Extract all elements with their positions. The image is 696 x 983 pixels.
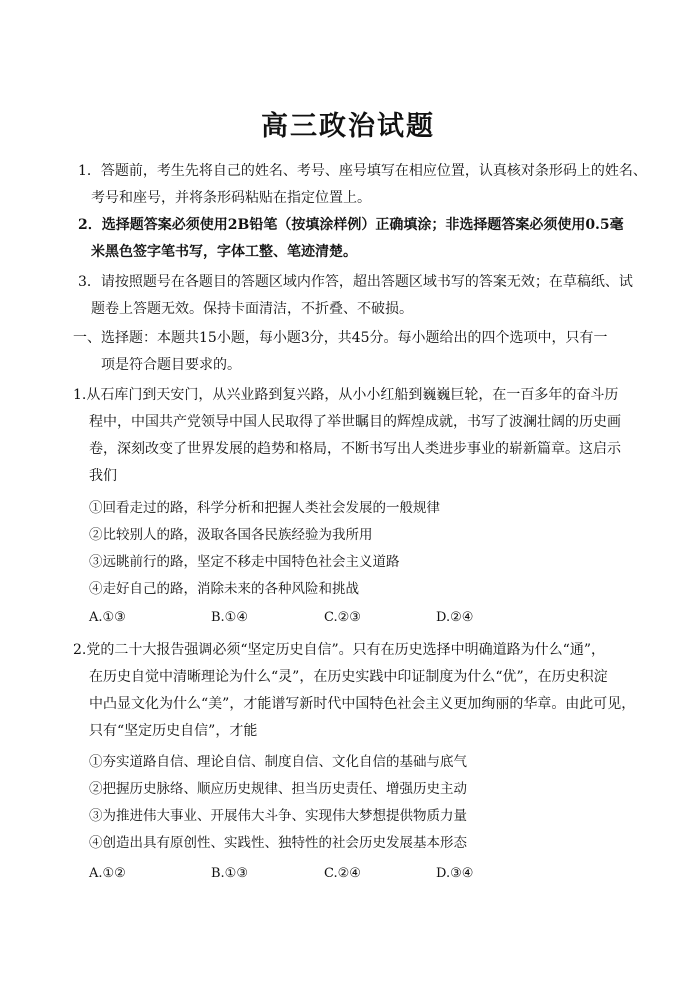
- question-1-stem-line-4: 我们: [89, 468, 117, 484]
- page-title: 高三政治试题: [261, 111, 435, 142]
- instruction-3-line-2: 题卷上答题无效。保持卡面清洁，不折叠、不破损。: [91, 301, 413, 317]
- section-header-line-2: 项是符合题目要求的。: [101, 357, 241, 373]
- instruction-2-line-2: 米黑色签字笔书写，字体工整、笔迹清楚。: [91, 244, 357, 260]
- question-1-statement-4: ④走好自己的路，消除未来的各种风险和挑战: [89, 581, 359, 597]
- instruction-1-line-2: 考号和座号，并将条形码粘贴在指定位置上。: [91, 190, 371, 206]
- question-1-stem-line-3: 卷，深刻改变了世界发展的趋势和格局，不断书写出人类进步事业的崭新篇章。这启示: [89, 441, 621, 457]
- question-1-stem-line-1: 1.从石库门到天安门，从兴业路到复兴路，从小小红船到巍巍巨轮，在一百多年的奋斗历: [73, 387, 619, 403]
- question-2-stem-line-4: 只有“坚定历史自信”，才能: [89, 723, 258, 739]
- question-2-statement-2: ②把握历史脉络、顺应历史规律、担当历史责任、增强历史主动: [89, 781, 467, 797]
- section-header-line-1: 一、选择题：本题共15小题，每小题3分，共45分。每小题给出的四个选项中，只有一: [73, 330, 608, 346]
- question-1-statement-3: ③远眺前行的路，坚定不移走中国特色社会主义道路: [89, 554, 400, 570]
- question-2-statement-1: ①夯实道路自信、理论自信、制度自信、文化自信的基础与底气: [89, 754, 467, 770]
- instruction-1-line-1: 1．答题前，考生先将自己的姓名、考号、座号填写在相应位置，认真核对条形码上的姓名、: [78, 163, 647, 179]
- question-1-statement-2: ②比较别人的路，汲取各国各民族经验为我所用: [89, 527, 373, 543]
- question-1-answer-c[interactable]: C.②③: [324, 610, 361, 625]
- question-1-stem-line-2: 程中，中国共产党领导中国人民取得了举世瞩目的辉煌成就，书写了波澜壮阔的历史画: [89, 414, 621, 430]
- question-1-answer-b[interactable]: B.①④: [211, 610, 248, 625]
- question-1-answer-a[interactable]: A.①③: [89, 610, 126, 625]
- question-1-statement-1: ①回看走过的路，科学分析和把握人类社会发展的一般规律: [89, 500, 440, 516]
- question-2-answer-d[interactable]: D.③④: [436, 866, 474, 881]
- question-2-stem-line-3: 中凸显文化为什么“美”，才能谱写新时代中国特色社会主义更加绚丽的华章。由此可见，: [89, 696, 636, 712]
- question-2-answer-b[interactable]: B.①③: [211, 866, 248, 881]
- question-2-statement-4: ④创造出具有原创性、实践性、独特性的社会历史发展基本形态: [89, 835, 467, 851]
- instruction-3-line-1: 3．请按照题号在各题目的答题区域内作答，超出答题区域书写的答案无效；在草稿纸、试: [78, 274, 633, 290]
- question-2-answer-a[interactable]: A.①②: [89, 866, 126, 881]
- question-2-statement-3: ③为推进伟大事业、开展伟大斗争、实现伟大梦想提供物质力量: [89, 808, 467, 824]
- question-2-stem-line-1: 2.党的二十大报告强调必须“坚定历史自信”。只有在历史选择中明确道路为什么“通”，: [73, 642, 605, 658]
- instruction-2-line-1: 2．选择题答案必须使用2B铅笔（按填涂样例）正确填涂；非选择题答案必须使用0.5毫: [78, 217, 624, 233]
- question-2-stem-line-2: 在历史自觉中清晰理论为什么“灵”，在历史实践中印证制度为什么“优”，在历史积淀: [89, 669, 608, 685]
- question-1-answer-d[interactable]: D.②④: [436, 610, 474, 625]
- question-2-answer-c[interactable]: C.②④: [324, 866, 361, 881]
